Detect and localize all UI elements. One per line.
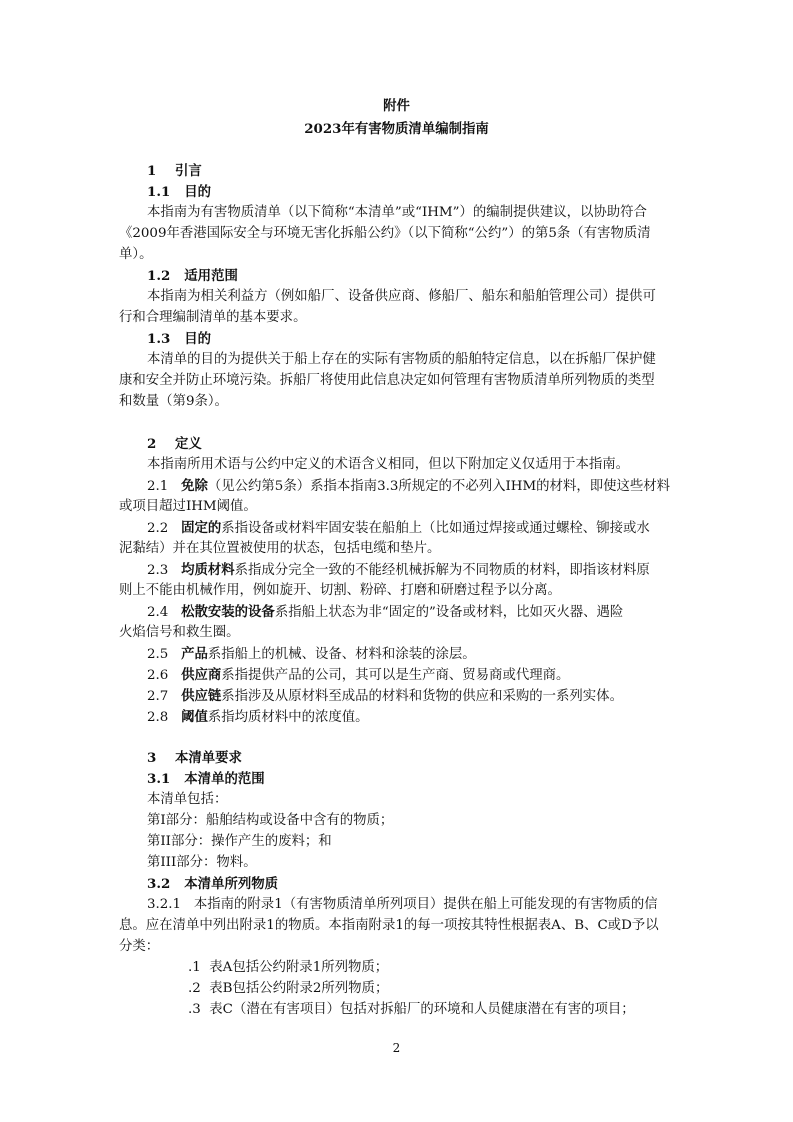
subsection-number: 1.2 [147,268,171,284]
item-text: 表B包括公约附录2所列物质； [209,981,389,996]
list-item-part-1: 第I部分：船舶结构或设备中含有的物质； [147,813,394,828]
subsection-number: 1.1 [147,184,171,200]
definition-2-2 [147,518,650,539]
paragraph-line: 本清单包括： [147,792,228,807]
section-1-heading [147,161,202,181]
paragraph-line: 行和合理编制清单的基本要求。 [119,310,307,325]
document-title: 2023年有害物质清单编制指南 [304,121,489,137]
item-number: .2 [188,981,201,996]
item-number: .3 [188,1002,201,1017]
definition-2-3 [147,560,650,581]
item-text: 表C（潜在有害项目）包括对拆船厂的环境和人员健康潜在有害的项目； [209,1002,635,1017]
definition-term: 免除 [181,478,208,494]
subsection-title: 本清单的范围 [184,771,265,787]
paragraph-line: 火焰信号和救生圈。 [119,625,240,640]
paragraph-line: 本指南为相关利益方（例如船厂、设备供应商、修船厂、船东和船舶管理公司）提供可 [147,289,656,304]
subsection-title: 目的 [184,331,212,347]
definition-text: 系指船上的机械、设备、材料和涂装的涂层。 [207,647,476,662]
definition-text: 系指船上状态为非“固定的”设备或材料，比如灭火器、遇险 [274,605,624,620]
paragraph-line: 泥黏结）并在其位置被使用的状态，包括电缆和垫片。 [119,541,441,556]
subsection-title: 目的 [184,184,212,200]
paragraph-line: 或项目超过IHM阈值。 [119,499,257,514]
definition-number: 2.2 [147,521,169,536]
definition-number: 2.5 [147,647,169,662]
definition-number: 2.8 [147,710,169,725]
subsection-3-1-heading [147,769,265,789]
list-item-table-b [188,979,388,999]
section-title: 本清单要求 [174,750,242,766]
page-number: 2 [392,1041,401,1055]
paragraph-line: 《2009年香港国际安全与环境无害化拆船公约》（以下简称“公约”）的第5条（有害物质清 [119,226,651,241]
definition-term: 产品 [181,646,208,662]
definition-text: （见公约第5条）系指本指南3.3所规定的不必列入IHM的材料，即使这些材料 [207,479,671,494]
subsection-number: 1.3 [147,331,171,347]
paragraph-line: 本清单的目的为提供关于船上存在的实际有害物质的船舶特定信息，以在拆船厂保护健 [147,352,656,367]
paragraph-3-2-1 [147,895,658,915]
definition-term: 供应链 [181,688,222,704]
definition-number: 2.6 [147,668,169,683]
section-number: 3 [147,750,157,766]
definition-number: 2.7 [147,689,169,704]
definition-text: 系指提供产品的公司，其可以是生产商、贸易商或代理商。 [221,668,570,683]
subsection-number: 3.2 [147,876,171,892]
definition-2-8 [147,707,369,728]
list-item-table-a [188,958,388,978]
paragraph-line: 和数量（第9条）。 [119,394,228,409]
paragraph-line: 本指南所用术语与公约中定义的术语含义相同，但以下附加定义仅适用于本指南。 [147,457,630,472]
definition-term: 均质材料 [181,562,235,578]
subsection-title: 适用范围 [184,268,238,284]
list-item-part-3: 第III部分：物料。 [147,855,257,870]
paragraph-line: 本指南为有害物质清单（以下简称“本清单”或“IHM”）的编制提供建议，以协助符合 [147,205,647,220]
definition-text: 系指设备或材料牢固安装在船舶上（比如通过焊接或通过螺栓、铆接或水 [221,521,650,536]
subsection-1-2-heading [147,266,238,286]
subsection-1-3-heading [147,329,211,349]
section-number: 1 [147,163,157,179]
definition-2-5 [147,644,476,665]
section-number: 2 [147,436,157,452]
definition-2-1 [147,476,670,497]
paragraph-line: 息。应在清单中列出附录1的物质。本指南附录1的每一项按其特性根据表A、B、C或D予以 [119,918,659,933]
definition-number: 2.4 [147,605,169,620]
subsection-title: 本清单所列物质 [184,876,279,892]
item-number: .1 [188,960,201,975]
attachment-label: 附件 [383,98,410,114]
paragraph-number: 3.2.1 [147,897,182,912]
list-item-table-c [188,1000,635,1020]
definition-term: 固定的 [181,520,222,536]
definition-number: 2.3 [147,563,169,578]
item-text: 表A包括公约附录1所列物质； [209,960,389,975]
section-2-heading [147,434,202,454]
definition-term: 阈值 [181,709,208,725]
paragraph-line: 康和安全并防止环境污染。拆船厂将使用此信息决定如何管理有害物质清单所列物质的类型 [119,373,655,388]
paragraph-text: 本指南的附录1（有害物质清单所列项目）提供在船上可能发现的有害物质的信 [193,897,658,912]
subsection-3-2-heading [147,874,278,894]
section-3-heading [147,748,242,768]
definition-2-6 [147,665,569,686]
definition-term: 供应商 [181,667,222,683]
definition-text: 系指成分完全一致的不能经机械拆解为不同物质的材料，即指该材料原 [234,563,650,578]
section-title: 定义 [174,436,202,452]
subsection-number: 3.1 [147,771,171,787]
definition-text: 系指涉及从原材料至成品的材料和货物的供应和采购的一系列实体。 [221,689,623,704]
section-title: 引言 [174,163,202,179]
paragraph-line: 分类： [119,939,160,954]
definition-text: 系指均质材料中的浓度值。 [207,710,369,725]
paragraph-line: 则上不能由机械作用，例如旋开、切割、粉碎、打磨和研磨过程予以分离。 [119,583,561,598]
definition-2-4 [147,602,623,623]
definition-term: 松散安装的设备 [181,604,275,620]
paragraph-line: 单）。 [119,247,153,262]
list-item-part-2: 第II部分：操作产生的废料；和 [147,834,332,849]
definition-number: 2.1 [147,479,169,494]
definition-2-7 [147,686,623,707]
subsection-1-1-heading [147,182,211,202]
